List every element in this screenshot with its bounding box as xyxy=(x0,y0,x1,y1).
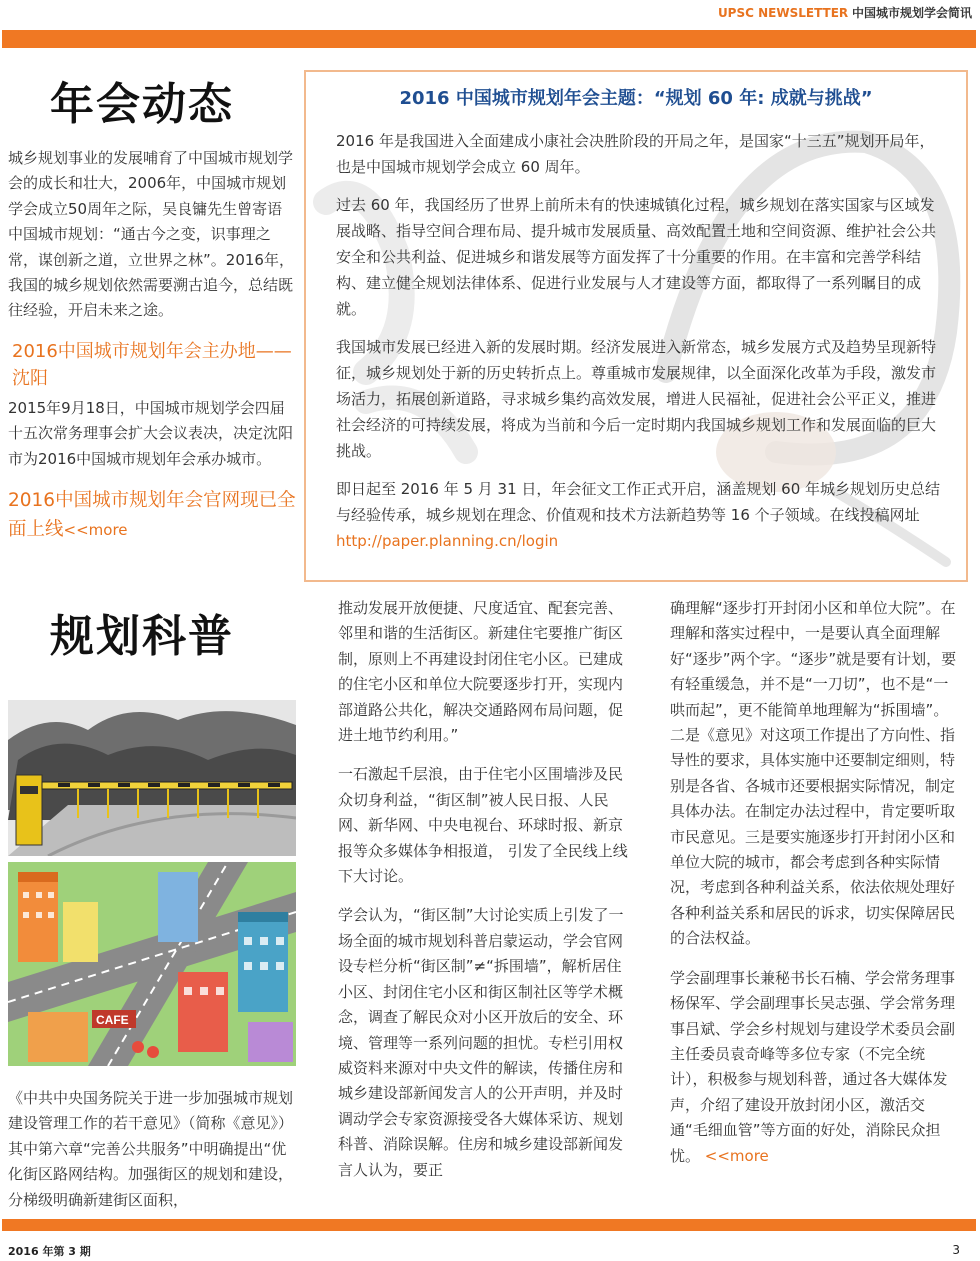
section-title-annual-news: 年会动态 xyxy=(50,79,234,130)
feature-body xyxy=(336,128,942,566)
newsletter-name-cn: 中国城市规划学会简讯 xyxy=(851,6,972,20)
middle-column xyxy=(338,596,632,1197)
right-paragraph-1: 确理解“逐步打开封闭小区和单位大院”。在理解和落实过程中，一是要认真全面理解好“逐步”两个字。“逐步”就是要有计划，要有轻重缓急，并不是“一刀切”，也不是“一哄而起”，更不能简单地理解为“拆围墙”。二是《意见》对这项工作提出了方向性、指导性的要求，具体实施中还要制定细则，特别是各省、各城市还要根据实际情况，制定具体办法。在制定办法过程中，肯定要听取市民意见。三是要实施逐步打开封闭小区和单位大院的城市，都会考虑到各种实际情况，考虑到各种利益关系，依法依规处理好各种利益关系和居民的诉求，切实保障居民的合法权益。 xyxy=(670,599,957,948)
host-city-heading: 2016中国城市规划年会主办地——沈阳 xyxy=(12,340,292,389)
website-launch-text: 2016中国城市规划年会官网现已全面上线 xyxy=(8,490,296,541)
right-more-link[interactable]: <<more xyxy=(704,1146,769,1165)
intro-text: 城乡规划事业的发展哺育了中国城市规划学会的成长和壮大，2006年，中国城市规划学会成立50周年之际，吴良镛先生曾寄语中国城市规划：“通古今之变，识事理之常，谋创新之道，立世界之林”。2016年，我国的城乡规划依然需要溯古追今，总结既往经验，开启未来之途。 xyxy=(8,149,294,320)
city-street-illustration xyxy=(8,862,296,1066)
middle-paragraph-3: 学会认为，“街区制”大讨论实质上引发了一场全面的城市规划科普启蒙运动，学会官网设专栏分析“街区制”≠“拆围墙”，解析居住小区、封闭住宅小区和街区制社区等学术概念，调查了解民众对小区开放后的安全、环境、管理等一系列问题的担忧。专栏引用权威资料来源对中央文件的解读，传播住房和城乡建设部新闻发言人的公开声明，并及时调动学会专家资源接受各大媒体采访、规划科普、消除误解。住房和城乡建设部新闻发言人认为，要正 xyxy=(338,906,624,1179)
middle-paragraph-1: 推动发展开放便捷、尺度适宜、配套完善、邻里和谐的生活街区。新建住宅要推广街区制，原则上不再建设封闭住宅小区。已建成的住宅小区和单位大院要逐步打开，实现内部道路公共化，解决交通路网布局问题，促进土地节约利用。” xyxy=(338,599,624,745)
feature-paragraph-4-text: 即日起至 2016 年 5 月 31 日，年会征文工作正式开启，涵盖规划 60 年城乡规划历史总结与经验传承，城乡规划在理念、价值观和技术方法新趋势等 16 个子领域。在线投稿网址 xyxy=(336,480,941,524)
top-orange-bar xyxy=(2,30,976,48)
feature-paragraph-1: 2016 年是我国进入全面建成小康社会决胜阶段的开局之年，是国家“十三五”规划开局年，也是中国城市规划学会成立 60 周年。 xyxy=(336,132,935,176)
website-launch-heading xyxy=(8,486,296,545)
feature-title: 2016 中国城市规划年会主题：“规划 60 年: 成就与挑战” xyxy=(399,88,873,109)
feature-paragraph-4 xyxy=(336,476,942,554)
website-more-link[interactable]: <<more xyxy=(63,521,128,540)
newsletter-header xyxy=(718,4,972,21)
section-title-planning-science: 规划科普 xyxy=(50,611,234,662)
left-column-bottom xyxy=(8,1086,296,1213)
feature-paragraph-3: 我国城市发展已经进入新的发展时期。经济发展进入新常态，城乡发展方式及趋势呈现新特征，城乡规划处于新的历史转折点上。尊重城市发展规律，以全面深化改革为手段，激发市场活力，拓展创新道路，寻求城乡集约高效发展，增进人民福祉，促进社会公平正义，推进社会经济的可持续发展，将成为当前和今后一定时期内我国城乡规划工作和发展面临的巨大挑战。 xyxy=(336,338,937,460)
right-paragraph-2-text: 学会副理事长兼秘书长石楠、学会常务理事杨保军、学会副理事长吴志强、学会常务理事吕斌、学会乡村规划与建设学术委员会副主任委员袁奇峰等多位专家（不完全统计），积极参与规划科普，通过各大媒体发声，介绍了建设开放封闭小区，激活交通“毛细血管”等方面的好处，消除民众担忧。 xyxy=(670,968,956,1165)
feature-paragraph-2: 过去 60 年，我国经历了世界上前所未有的快速城镇化过程，城乡规划在落实国家与区域发展战略、指导空间合理布局、提升城市发展质量、高效配置土地和空间资源、维护社会公共安全和公共利益、促进城乡和谐发展等方面发挥了十分重要的作用。在丰富和完善学科结构、建立健全规划法律体系、促进行业发展与人才建设等方面，都取得了一系列瞩目的成就。 xyxy=(336,196,937,318)
newsletter-name-en: UPSC NEWSLETTER xyxy=(717,6,849,20)
right-column xyxy=(670,596,962,1183)
host-city-text: 2015年9月18日，中国城市规划学会四届十五次常务理事会扩大会议表决，决定沈阳市为2016中国城市规划年会承办城市。 xyxy=(8,398,294,468)
right-paragraph-2 xyxy=(670,966,962,1169)
feature-box xyxy=(304,70,968,582)
bottom-orange-bar xyxy=(2,1219,976,1231)
page-number: 3 xyxy=(952,1243,960,1257)
left-column-top xyxy=(8,146,296,545)
barrier-gate-photo xyxy=(8,700,296,856)
cafe-sign: CAFE xyxy=(96,1013,129,1027)
issue-label: 2016 年第 3 期 xyxy=(8,1245,91,1258)
submission-url-link[interactable]: http://paper.planning.cn/login xyxy=(336,532,559,550)
middle-paragraph-2: 一石激起千层浪，由于住宅小区围墙涉及民众切身利益，“街区制”被人民日报、人民网、新华网、中央电视台、环球时报、新京报等众多媒体争相报道， 引发了全民线上线下大讨论。 xyxy=(338,765,628,886)
opinion-text: 《中共中央国务院关于进一步加强城市规划建设管理工作的若干意见》（简称《意见》）其中第六章“完善公共服务”中明确提出“优化街区路网结构。加强街区的规划和建设，分梯级明确新建街区面积， xyxy=(8,1089,294,1209)
